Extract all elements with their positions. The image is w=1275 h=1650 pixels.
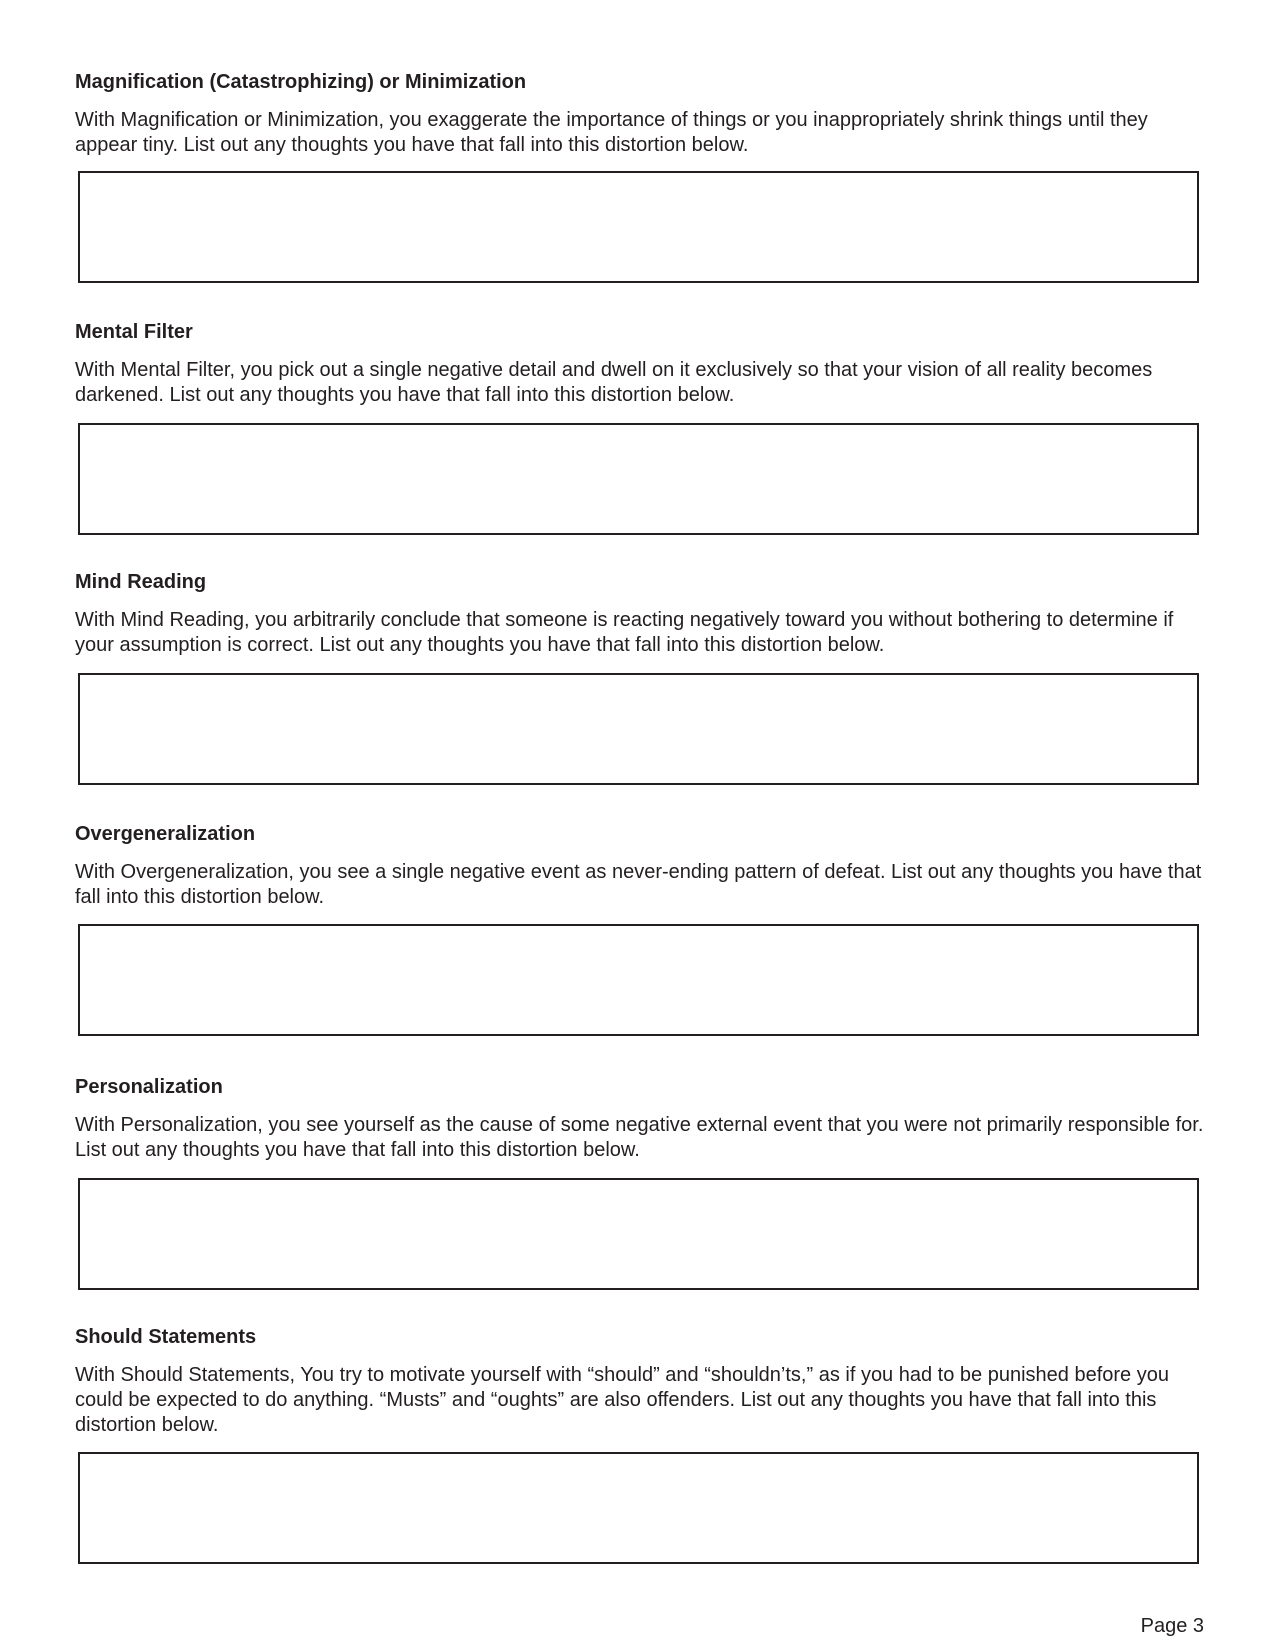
section-description: With Overgeneralization, you see a single negative event as never-ending pattern of defeat. List out any thoughts you have that fall into this distortion below. bbox=[75, 861, 1202, 908]
answer-box-mental-filter[interactable] bbox=[78, 423, 1199, 535]
section-heading: Should Statements bbox=[75, 1326, 257, 1348]
page-number: Page 3 bbox=[1140, 1615, 1204, 1637]
section-description: With Personalization, you see yourself as the cause of some negative external event that you were not primarily responsible for. List out any thoughts you have that fall into this distortion below. bbox=[75, 1114, 1204, 1161]
section-description: With Mind Reading, you arbitrarily conclude that someone is reacting negatively toward you without bothering to determine if your assumption is correct. List out any thoughts you have that fall into this distortion below. bbox=[75, 609, 1174, 656]
section-heading: Overgeneralization bbox=[75, 823, 256, 845]
section-description: With Magnification or Minimization, you exaggerate the importance of things or you inappropriately shrink things until they appear tiny. List out any thoughts you have that fall into this distortion below. bbox=[75, 109, 1148, 156]
answer-box-magnification[interactable] bbox=[78, 171, 1199, 283]
section-description: With Mental Filter, you pick out a single negative detail and dwell on it exclusively so that your vision of all reality becomes darkened. List out any thoughts you have that fall into this distortion below. bbox=[75, 359, 1153, 406]
answer-box-personalization[interactable] bbox=[78, 1178, 1199, 1290]
section-description: With Should Statements, You try to motivate yourself with “should” and “shouldn’ts,” as if you had to be punished before you could be expected to do anything. “Musts” and “oughts” are also offenders. List out any thoughts you have that fall into this distortion below. bbox=[75, 1364, 1169, 1436]
answer-box-overgeneralization[interactable] bbox=[78, 924, 1199, 1036]
section-heading: Personalization bbox=[75, 1076, 223, 1098]
section-heading: Mind Reading bbox=[75, 571, 207, 593]
section-heading: Magnification (Catastrophizing) or Minimization bbox=[75, 71, 527, 93]
answer-box-mind-reading[interactable] bbox=[78, 673, 1199, 785]
answer-box-should-statements[interactable] bbox=[78, 1452, 1199, 1564]
section-heading: Mental Filter bbox=[75, 321, 193, 343]
